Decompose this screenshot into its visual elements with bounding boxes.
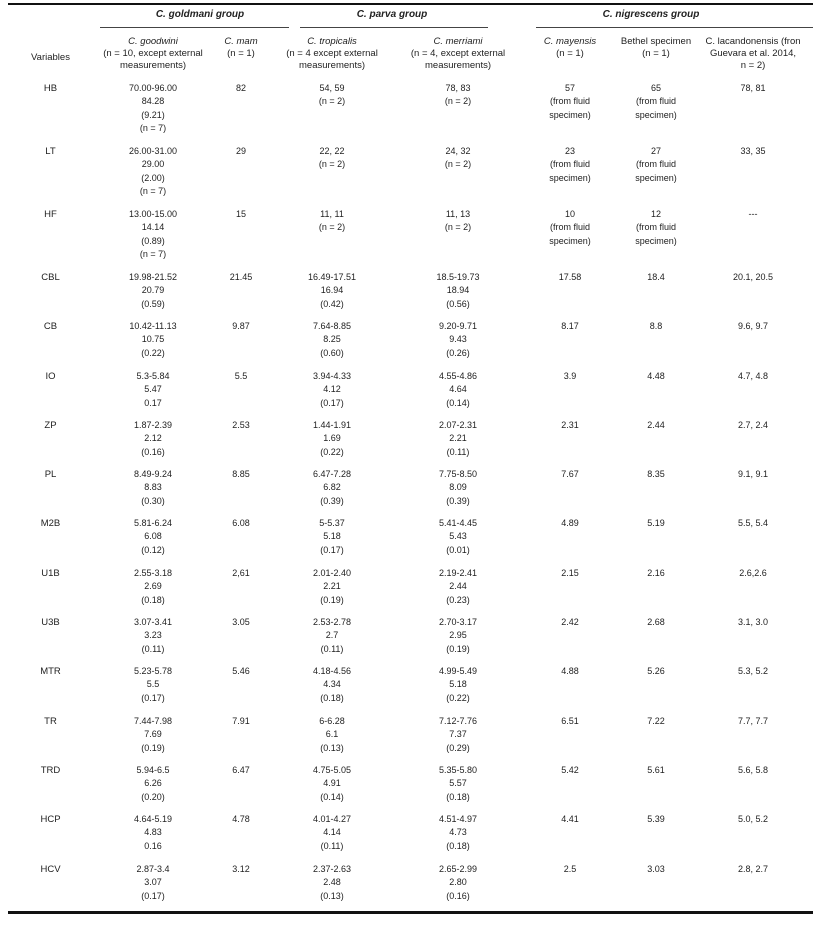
- cell-bethel: 8.35: [647, 469, 665, 479]
- header-lacandonensis-name: C. lacandonensis (fron: [705, 36, 801, 47]
- cell-mayensis: 4.88: [561, 666, 579, 676]
- cell-mam: 5.46: [232, 666, 250, 676]
- header-bethel-name: Bethel specimen: [620, 36, 692, 47]
- cell-mayensis: 2.42: [561, 617, 579, 627]
- header-variables: Variables: [31, 51, 70, 63]
- cell-mayensis: 5.42: [561, 765, 579, 775]
- header-mam-n: (n = 1): [227, 48, 255, 59]
- cell-lacandonensis: 9.6, 9.7: [737, 321, 769, 331]
- row-variable-label: ZP: [44, 420, 57, 431]
- table-row: [8, 863, 813, 913]
- cell-merriami: 9.20-9.71 9.43 (0.26): [438, 321, 478, 358]
- header-tropicalis-name: C. tropicalis: [307, 36, 357, 47]
- cell-bethel: 2.16: [647, 568, 665, 578]
- cell-bethel: 8.8: [649, 321, 663, 331]
- header-merriami-name: C. merriami: [433, 36, 483, 47]
- cell-tropicalis: 11, 11 (n = 2): [318, 209, 346, 233]
- cell-merriami: 18.5-19.73 18.94 (0.56): [436, 272, 480, 309]
- cell-goodwini: 70.00-96.00 84.28 (9.21) (n = 7): [128, 83, 178, 133]
- header-goodwini: [93, 33, 213, 82]
- row-variable-label: MTR: [40, 666, 61, 677]
- cell-merriami: 2.19-2.41 2.44 (0.23): [438, 568, 478, 605]
- cell-tropicalis: 2.53-2.78 2.7 (0.11): [312, 617, 352, 654]
- table-row: [8, 145, 813, 208]
- group-goldmani-text: C. goldmani group: [155, 9, 245, 20]
- cell-tropicalis: 4.75-5.05 4.91 (0.14): [312, 765, 352, 802]
- row-variable-label: HCP: [40, 814, 61, 825]
- row-variable-label: TR: [44, 716, 57, 727]
- cell-merriami: 5.41-4.45 5.43 (0.01): [438, 518, 478, 555]
- group-parva-rule: [300, 27, 488, 28]
- cell-mayensis: 7.67: [561, 469, 579, 479]
- row-variable-label: PL: [44, 469, 57, 480]
- cell-mam: 5.5: [234, 371, 248, 381]
- table-row: [8, 370, 813, 419]
- cell-goodwini: 5.3-5.84 5.47 0.17: [136, 371, 170, 408]
- cell-merriami: 2.65-2.99 2.80 (0.16): [438, 864, 478, 901]
- cell-tropicalis: 4.18-4.56 4.34 (0.18): [312, 666, 352, 703]
- cell-lacandonensis: 5.5, 5.4: [737, 518, 769, 528]
- row-variable-label: LT: [45, 146, 56, 157]
- cell-bethel: 4.48: [647, 371, 665, 381]
- cell-lacandonensis: 5.6, 5.8: [737, 765, 769, 775]
- cell-mam: 6.08: [232, 518, 250, 528]
- header-tropicalis-note: measurements): [299, 60, 365, 71]
- table-row: [8, 764, 813, 813]
- cell-lacandonensis: 7.7, 7.7: [737, 716, 769, 726]
- cell-merriami: 78, 83 (n = 2): [444, 83, 472, 107]
- cell-lacandonensis: 5.0, 5.2: [737, 814, 769, 824]
- cell-bethel: 65 (from fluid specimen): [635, 83, 677, 120]
- cell-bethel: 5.19: [647, 518, 665, 528]
- cell-mam: 82: [235, 83, 246, 93]
- cell-mam: 8.85: [232, 469, 250, 479]
- cell-merriami: 7.12-7.76 7.37 (0.29): [438, 716, 478, 753]
- row-variable-label: CBL: [41, 272, 60, 283]
- cell-mayensis: 23 (from fluid specimen): [549, 146, 591, 183]
- table-row: [8, 271, 813, 320]
- cell-mam: 6.47: [232, 765, 250, 775]
- cell-bethel: 2.68: [647, 617, 665, 627]
- group-goldmani-label: [103, 9, 297, 20]
- header-merriami-n: (n = 4, except external: [410, 48, 506, 59]
- header-lacandonensis-n: n = 2): [740, 60, 766, 71]
- cell-goodwini: 1.87-2.39 2.12 (0.16): [133, 420, 173, 457]
- cell-bethel: 5.61: [647, 765, 665, 775]
- header-goodwini-name: C. goodwini: [128, 36, 178, 47]
- cell-tropicalis: 5-5.37 5.18 (0.17): [319, 518, 345, 555]
- header-merriami: [395, 33, 521, 82]
- table-body: [8, 82, 813, 913]
- cell-goodwini: 2.55-3.18 2.69 (0.18): [133, 568, 173, 605]
- cell-tropicalis: 3.94-4.33 4.12 (0.17): [312, 371, 352, 408]
- cell-mam: 29: [235, 146, 246, 156]
- cell-merriami: 4.55-4.86 4.64 (0.14): [438, 371, 478, 408]
- cell-mayensis: 10 (from fluid specimen): [549, 209, 591, 246]
- cell-bethel: 2.44: [647, 420, 665, 430]
- group-nigrescens-rule: [536, 27, 813, 28]
- cell-mam: 15: [235, 209, 246, 219]
- row-variable-label: M2B: [40, 518, 61, 529]
- cell-merriami: 5.35-5.80 5.57 (0.18): [438, 765, 478, 802]
- cell-goodwini: 2.87-3.4 3.07 (0.17): [136, 864, 170, 901]
- top-rule: [8, 3, 813, 5]
- cell-lacandonensis: 2.6,2.6: [739, 568, 767, 578]
- header-mam-name: C. mam: [224, 36, 258, 47]
- cell-bethel: 5.39: [647, 814, 665, 824]
- cell-goodwini: 13.00-15.00 14.14 (0.89) (n = 7): [128, 209, 178, 259]
- cell-tropicalis: 2.37-2.63 2.48 (0.13): [312, 864, 352, 901]
- header-bethel: [619, 33, 693, 82]
- table-row: [8, 82, 813, 145]
- header-merriami-note: measurements): [425, 60, 491, 71]
- table-row: [8, 715, 813, 764]
- cell-lacandonensis: ---: [748, 209, 758, 219]
- cell-merriami: 11, 13 (n = 2): [444, 209, 472, 233]
- row-variable-label: IO: [45, 371, 56, 382]
- cell-bethel: 27 (from fluid specimen): [635, 146, 677, 183]
- header-mam: [213, 33, 269, 82]
- measurements-table: [8, 33, 813, 913]
- cell-mayensis: 17.58: [558, 272, 582, 282]
- cell-lacandonensis: 3.1, 3.0: [737, 617, 769, 627]
- cell-tropicalis: 6-6.28 6.1 (0.13): [319, 716, 345, 753]
- cell-lacandonensis: 5.3, 5.2: [737, 666, 769, 676]
- header-mayensis-n: (n = 1): [556, 48, 584, 59]
- bottom-rule: [8, 911, 813, 914]
- cell-mam: 2.53: [232, 420, 250, 430]
- cell-goodwini: 26.00-31.00 29.00 (2.00) (n = 7): [128, 146, 178, 196]
- cell-lacandonensis: 20.1, 20.5: [732, 272, 774, 282]
- row-variable-label: TRD: [40, 765, 61, 776]
- cell-bethel: 3.03: [647, 864, 665, 874]
- row-variable-label: CB: [43, 321, 58, 332]
- header-tropicalis: [269, 33, 395, 82]
- row-variable-label: HCV: [40, 864, 61, 875]
- table-row: [8, 517, 813, 567]
- header-goodwini-note: measurements): [120, 60, 186, 71]
- cell-merriami: 24, 32 (n = 2): [444, 146, 472, 170]
- row-variable-label: U1B: [41, 568, 60, 579]
- cell-mayensis: 2.31: [561, 420, 579, 430]
- cell-goodwini: 10.42-11.13 10.75 (0.22): [129, 321, 177, 358]
- table-row: [8, 665, 813, 715]
- cell-mayensis: 2.15: [561, 568, 579, 578]
- row-variable-label: U3B: [41, 617, 60, 628]
- cell-tropicalis: 6.47-7.28 6.82 (0.39): [312, 469, 352, 506]
- header-mayensis-name: C. mayensis: [543, 36, 597, 47]
- cell-mam: 21.45: [229, 272, 253, 282]
- cell-tropicalis: 4.01-4.27 4.14 (0.11): [312, 814, 352, 851]
- cell-lacandonensis: 2.7, 2.4: [737, 420, 769, 430]
- header-goodwini-n: (n = 10, except external: [103, 48, 203, 59]
- cell-bethel: 5.26: [647, 666, 665, 676]
- cell-mam: 7.91: [232, 716, 250, 726]
- cell-merriami: 2.70-3.17 2.95 (0.19): [438, 617, 478, 654]
- cell-goodwini: 3.07-3.41 3.23 (0.11): [133, 617, 173, 654]
- row-variable-label: HB: [43, 83, 58, 94]
- header-lacandonensis-source: Guevara et al. 2014,: [709, 48, 797, 59]
- cell-mayensis: 57 (from fluid specimen): [549, 83, 591, 120]
- table-row: [8, 468, 813, 517]
- cell-mam: 3.12: [232, 864, 250, 874]
- group-header-row: [8, 9, 813, 23]
- table-row: [8, 208, 813, 271]
- cell-lacandonensis: 2.8, 2.7: [737, 864, 769, 874]
- cell-merriami: 4.99-5.49 5.18 (0.22): [438, 666, 478, 703]
- table-row: [8, 813, 813, 863]
- header-lacandonensis: [693, 33, 813, 82]
- cell-merriami: 2.07-2.31 2.21 (0.11): [438, 420, 478, 457]
- cell-tropicalis: 16.49-17.51 16.94 (0.42): [307, 272, 357, 309]
- header-tropicalis-n: (n = 4 except external: [286, 48, 378, 59]
- cell-bethel: 18.4: [647, 272, 665, 282]
- cell-mayensis: 3.9: [563, 371, 577, 381]
- cell-lacandonensis: 33, 35: [740, 146, 766, 156]
- cell-goodwini: 5.23-5.78 5.5 (0.17): [133, 666, 173, 703]
- table-row: [8, 320, 813, 370]
- cell-goodwini: 19.98-21.52 20.79 (0.59): [128, 272, 178, 309]
- group-parva-label: [297, 9, 487, 20]
- cell-goodwini: 4.64-5.19 4.83 0.16: [133, 814, 173, 851]
- cell-bethel: 12 (from fluid specimen): [635, 209, 677, 246]
- cell-tropicalis: 1.44-1.91 1.69 (0.22): [312, 420, 352, 457]
- table-row: [8, 616, 813, 665]
- cell-mam: 2,61: [232, 568, 250, 578]
- cell-bethel: 7.22: [647, 716, 665, 726]
- cell-mayensis: 2.5: [563, 864, 577, 874]
- column-header-row: [8, 33, 813, 82]
- cell-goodwini: 8.49-9.24 8.83 (0.30): [133, 469, 173, 506]
- group-parva-text: C. parva group: [356, 9, 428, 20]
- cell-lacandonensis: 4.7, 4.8: [737, 371, 769, 381]
- header-mayensis: [521, 33, 619, 82]
- cell-lacandonensis: 9.1, 9.1: [737, 469, 769, 479]
- header-bethel-n: (n = 1): [642, 48, 670, 59]
- cell-goodwini: 5.94-6.5 6.26 (0.20): [136, 765, 170, 802]
- cell-mayensis: 6.51: [561, 716, 579, 726]
- table-row: [8, 567, 813, 616]
- group-nigrescens-text: C. nigrescens group: [602, 9, 700, 20]
- row-variable-label: HF: [44, 209, 57, 220]
- cell-goodwini: 7.44-7.98 7.69 (0.19): [133, 716, 173, 753]
- cell-goodwini: 5.81-6.24 6.08 (0.12): [133, 518, 173, 555]
- group-goldmani-rule: [100, 27, 289, 28]
- cell-tropicalis: 2.01-2.40 2.21 (0.19): [312, 568, 352, 605]
- cell-lacandonensis: 78, 81: [740, 83, 766, 93]
- cell-mam: 4.78: [232, 814, 250, 824]
- cell-tropicalis: 22, 22 (n = 2): [318, 146, 346, 170]
- group-nigrescens-label: [536, 9, 766, 20]
- cell-merriami: 4.51-4.97 4.73 (0.18): [438, 814, 478, 851]
- cell-mayensis: 4.89: [561, 518, 579, 528]
- cell-mayensis: 8.17: [561, 321, 579, 331]
- table-row: [8, 419, 813, 468]
- cell-mam: 9.87: [232, 321, 250, 331]
- cell-tropicalis: 7.64-8.85 8.25 (0.60): [312, 321, 352, 358]
- cell-tropicalis: 54, 59 (n = 2): [318, 83, 346, 107]
- cell-mayensis: 4.41: [561, 814, 579, 824]
- cell-mam: 3.05: [232, 617, 250, 627]
- cell-merriami: 7.75-8.50 8.09 (0.39): [438, 469, 478, 506]
